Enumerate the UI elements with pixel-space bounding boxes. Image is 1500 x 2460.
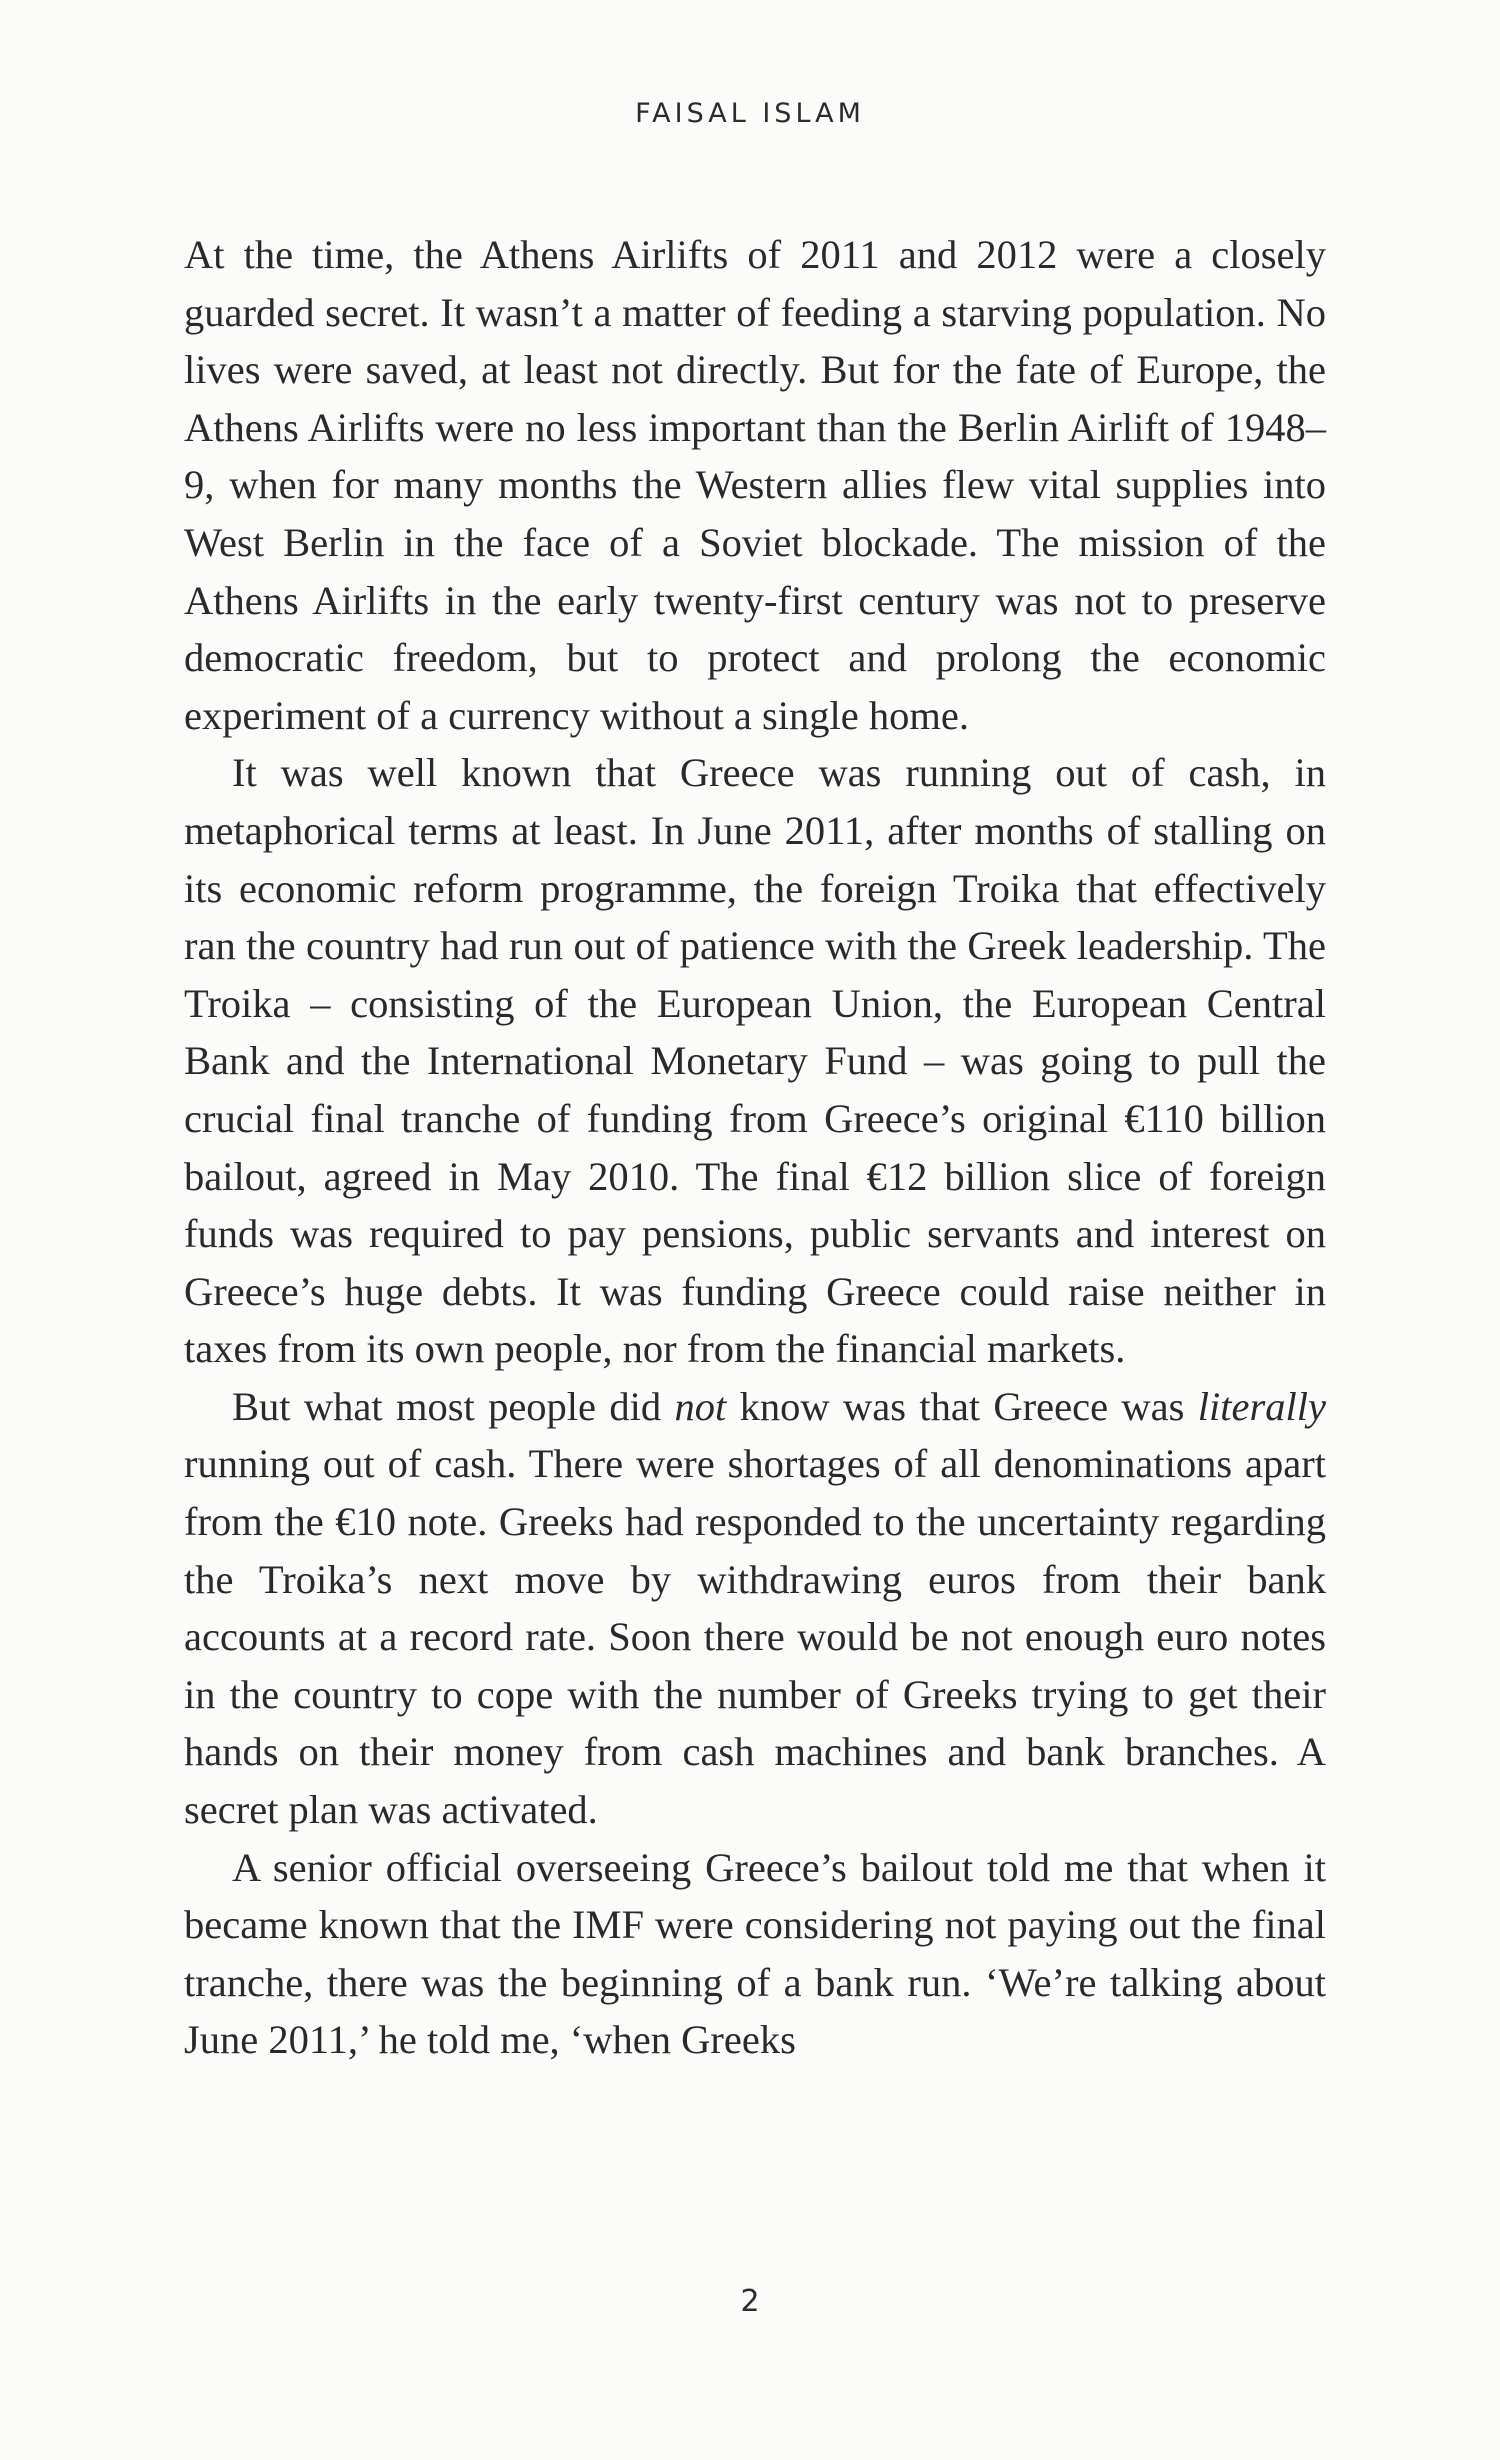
paragraph-3 xyxy=(184,1378,1326,1839)
emphasis-literally: literally xyxy=(1197,1383,1326,1429)
running-head: FAISAL ISLAM xyxy=(635,98,865,129)
body-text xyxy=(184,226,1326,2069)
paragraph-3-text-b: know was that Greece was xyxy=(726,1383,1198,1429)
paragraph-3-text-c: running out of cash. There were shortages of all denominations apart from the €10 note. Greeks had responded to the uncertainty regarding the Troika’s next move by withdrawing euros from their bank accounts at a record rate. Soon there would be not enough euro notes in the country to cope with the number of Greeks trying to get their hands on their money from cash machines and bank branches. A secret plan was activated. xyxy=(184,1441,1326,1833)
page-number: 2 xyxy=(740,2284,760,2319)
paragraph-4: A senior official overseeing Greece’s bailout told me that when it became known that the IMF were considering not paying out the final tranche, there was the beginning of a bank run. ‘We’re talking about June 2011,’ he told me, ‘when Greeks xyxy=(184,1844,1326,2063)
emphasis-not: not xyxy=(674,1383,727,1429)
paragraph-1: At the time, the Athens Airlifts of 2011 and 2012 were a closely guarded secret. It wasn’t a matter of feeding a starving population. No lives were saved, at least not directly. But for the fate of Europe, the Athens Airlifts were no less important than the Berlin Airlift of 1948–9, when for many months the Western allies flew vital supplies into West Berlin in the face of a Soviet blockade. The mission of the Athens Airlifts in the early twenty-first century was not to preserve democratic freedom, but to protect and prolong the economic experiment of a currency without a single home. xyxy=(184,232,1326,738)
paragraph-3-text-a: But what most people did xyxy=(232,1383,675,1429)
paragraph-2: It was well known that Greece was running out of cash, in metaphorical terms at least. In June 2011, after months of stalling on its economic reform programme, the foreign Troika that effectively ran the country had run out of patience with the Greek leadership. The Troika – consisting of the European Union, the European Central Bank and the International Monetary Fund – was going to pull the crucial final tranche of funding from Greece’s original €110 billion bailout, agreed in May 2010. The final €12 billion slice of foreign funds was required to pay pensions, public servants and interest on Greece’s huge debts. It was funding Greece could raise neither in taxes from its own people, nor from the financial markets. xyxy=(184,750,1326,1372)
